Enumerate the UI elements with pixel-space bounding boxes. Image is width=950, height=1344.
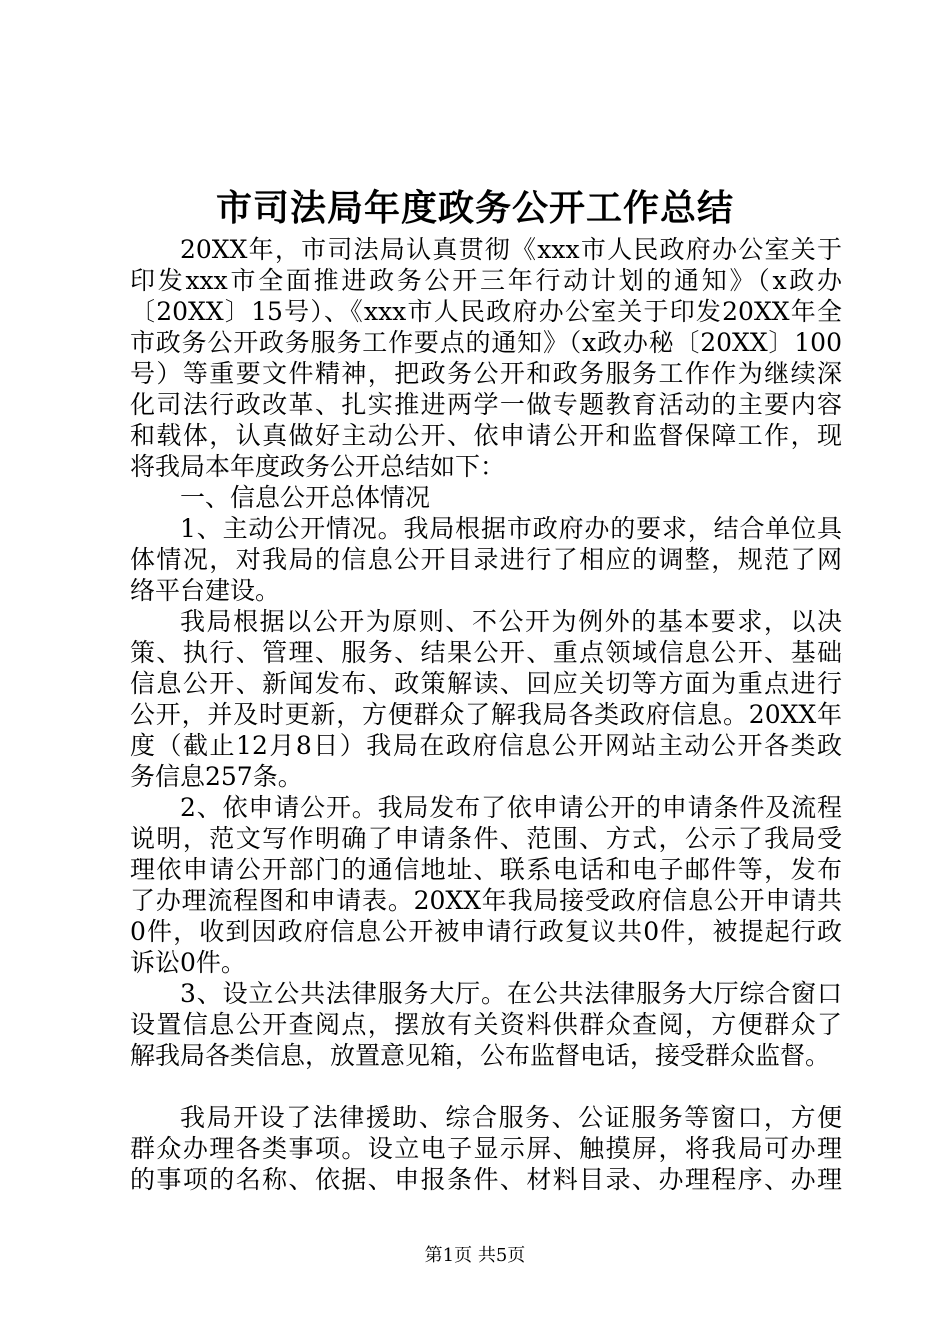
text-line: 0件，收到因政府信息公开被申请行政复议共0件，被提起行政 (130, 917, 842, 946)
document-title: 市司法局年度政务公开工作总结 (215, 187, 734, 229)
text-line: 说明，范文写作明确了申请条件、范围、方式，公示了我局受 (130, 824, 842, 853)
text-line: 印发xxx市全面推进政务公开三年行动计划的通知》（x政办 (130, 266, 842, 295)
text-line: 〔20XX〕15号）、《xxx市人民政府办公室关于印发20XX年全 (130, 297, 842, 326)
text-line: 度（截止12月8日）我局在政府信息公开网站主动公开各类政 (130, 731, 842, 760)
paragraph-gap (130, 1071, 842, 1102)
text-line: 设置信息公开查阅点，摆放有关资料供群众查阅，方便群众了 (130, 1010, 842, 1039)
text-line: 一、信息公开总体情况 (180, 483, 431, 512)
text-line: 20XX年，市司法局认真贯彻《xxx市人民政府办公室关于 (180, 235, 842, 264)
text-line: 化司法行政改革、扎实推进两学一做专题教育活动的主要内容 (130, 390, 842, 419)
text-line: 号）等重要文件精神，把政务公开和政务服务工作作为继续深 (130, 359, 842, 388)
text-line: 了办理流程图和申请表。20XX年我局接受政府信息公开申请共 (130, 886, 842, 915)
document-body (130, 234, 842, 1195)
text-line: 群众办理各类事项。设立电子显示屏、触摸屏，将我局可办理 (130, 1134, 842, 1163)
text-line: 信息公开、新闻发布、政策解读、回应关切等方面为重点进行 (130, 669, 842, 698)
text-line: 的事项的名称、依据、申报条件、材料目录、办理程序、办理 (130, 1165, 842, 1194)
text-line: 诉讼0件。 (130, 948, 246, 977)
text-line: 将我局本年度政务公开总结如下： (130, 452, 506, 481)
text-line: 市政务公开政务服务工作要点的通知》（x政办秘〔20XX〕100 (130, 328, 842, 357)
text-line: 3、设立公共法律服务大厅。在公共法律服务大厅综合窗口 (180, 979, 842, 1008)
text-line: 我局开设了法律援助、综合服务、公证服务等窗口，方便 (180, 1103, 842, 1132)
text-line: 理依申请公开部门的通信地址、联系电话和电子邮件等，发布 (130, 855, 842, 884)
text-line: 策、执行、管理、服务、结果公开、重点领域信息公开、基础 (130, 638, 842, 667)
text-line: 解我局各类信息，放置意见箱，公布监督电话，接受群众监督。 (130, 1041, 831, 1070)
text-line: 我局根据以公开为原则、不公开为例外的基本要求，以决 (180, 607, 842, 636)
page-footer: 第1页 共5页 (424, 1245, 526, 1266)
text-line: 务信息257条。 (130, 762, 303, 791)
text-line: 2、依申请公开。我局发布了依申请公开的申请条件及流程 (180, 793, 842, 822)
text-line: 和载体，认真做好主动公开、依申请公开和监督保障工作，现 (130, 421, 842, 450)
text-line: 1、主动公开情况。我局根据市政府办的要求，结合单位具 (180, 514, 842, 543)
text-line: 络平台建设。 (130, 576, 281, 605)
text-line: 公开，并及时更新，方便群众了解我局各类政府信息。20XX年 (130, 700, 842, 729)
text-line: 体情况，对我局的信息公开目录进行了相应的调整，规范了网 (130, 545, 842, 574)
